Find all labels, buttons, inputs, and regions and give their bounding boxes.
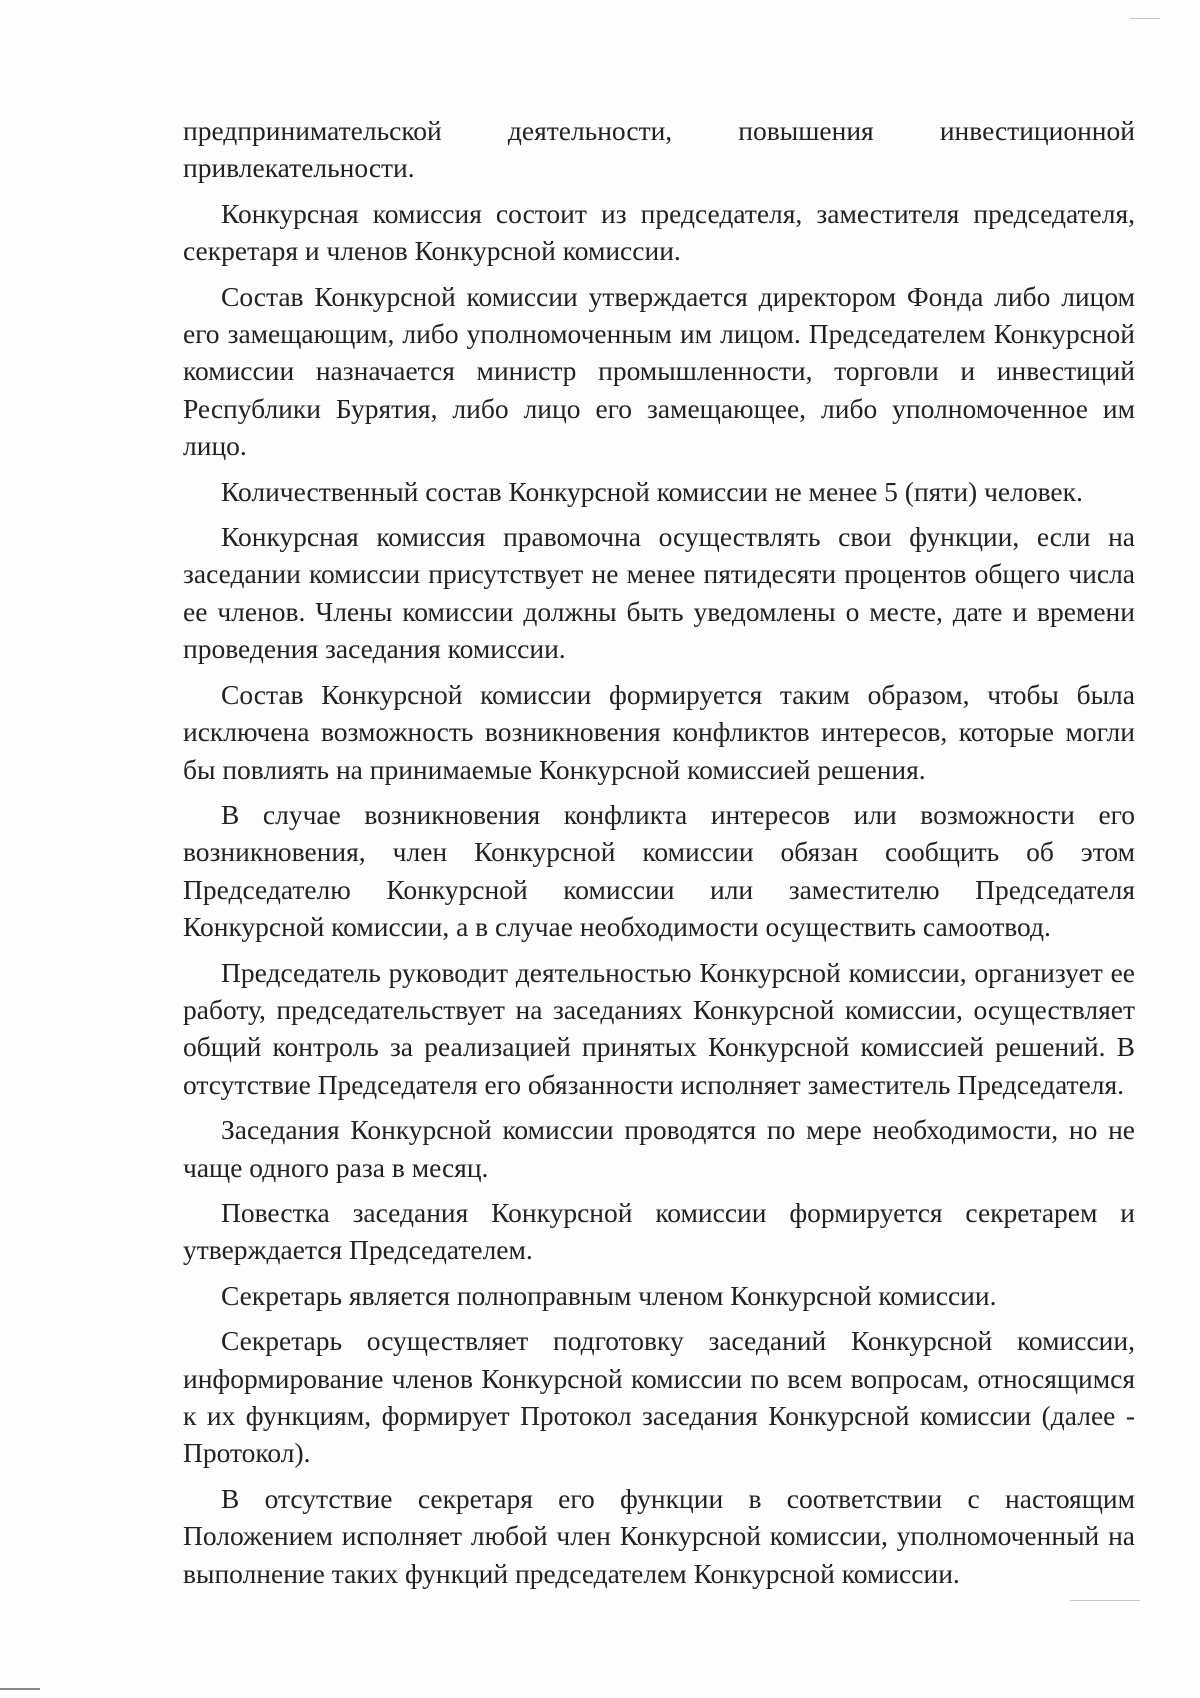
document-body: [183, 112, 1135, 1600]
scan-artifact: [1130, 18, 1160, 19]
paragraph: Конкурсная комиссия состоит из председателя, заместителя председателя, секретаря и членов Конкурсной комиссии.: [183, 197, 1135, 267]
paragraph: В случае возникновения конфликта интересов или возможности его возникновения, член Конкурсной комиссии обязан сообщить об этом Председателю Конкурсной комиссии или заместителю Председателя Конкурсной комиссии, а в случае необходимости осуществить самоотвод.: [183, 798, 1135, 943]
paragraph: Председатель руководит деятельностью Конкурсной комиссии, организует ее работу, председательствует на заседаниях Конкурсной комиссии, осуществляет общий контроль за реализацией принятых Конкурсной комиссией решений. В отсутствие Председателя его обязанности исполняет заместитель Председателя.: [183, 956, 1135, 1100]
paragraph: Количественный состав Конкурсной комиссии не менее 5 (пяти) человек.: [221, 475, 1083, 507]
paragraph: Секретарь осуществляет подготовку заседаний Конкурсной комиссии, информирование членов Конкурсной комиссии по всем вопросам, относящимся к их функциям, формирует Протокол заседания Конкурсной комиссии (далее - Протокол).: [183, 1325, 1135, 1469]
paragraph: Повестка заседания Конкурсной комиссии формируется секретарем и утверждается Председателем.: [183, 1196, 1135, 1266]
paragraph: Секретарь является полноправным членом Конкурсной комиссии.: [221, 1279, 997, 1311]
paragraph: Состав Конкурсной комиссии утверждается директором Фонда либо лицом его замещающим, либо уполномоченным им лицом. Председателем Конкурсной комиссии назначается министр промышленности, торговли и инвестиций Республики Бурятия, либо лицо его замещающее, либо уполномоченное им лицо.: [183, 280, 1135, 462]
scan-artifact: [1070, 1600, 1140, 1601]
scan-artifact: [0, 1688, 40, 1690]
paragraph: Конкурсная комиссия правомочна осуществлять свои функции, если на заседании комиссии присутствует не менее пятидесяти процентов общего числа ее членов. Члены комиссии должны быть уведомлены о месте, дате и времени проведения заседания комиссии.: [183, 521, 1135, 665]
paragraph: Заседания Конкурсной комиссии проводятся по мере необходимости, но не чаще одного раза в месяц.: [183, 1114, 1135, 1183]
paragraph: Состав Конкурсной комиссии формируется таким образом, чтобы была исключена возможность возникновения конфликтов интересов, которые могли бы повлиять на принимаемые Конкурсной комиссией решения.: [183, 678, 1135, 785]
paragraph: В отсутствие секретаря его функции в соответствии с настоящим Положением исполняет любой член Конкурсной комиссии, уполномоченный на выполнение таких функций председателем Конкурсной комиссии.: [183, 1482, 1135, 1589]
paragraph: предпринимательской деятельности, повышения инвестиционной привлекательности.: [183, 115, 1135, 184]
